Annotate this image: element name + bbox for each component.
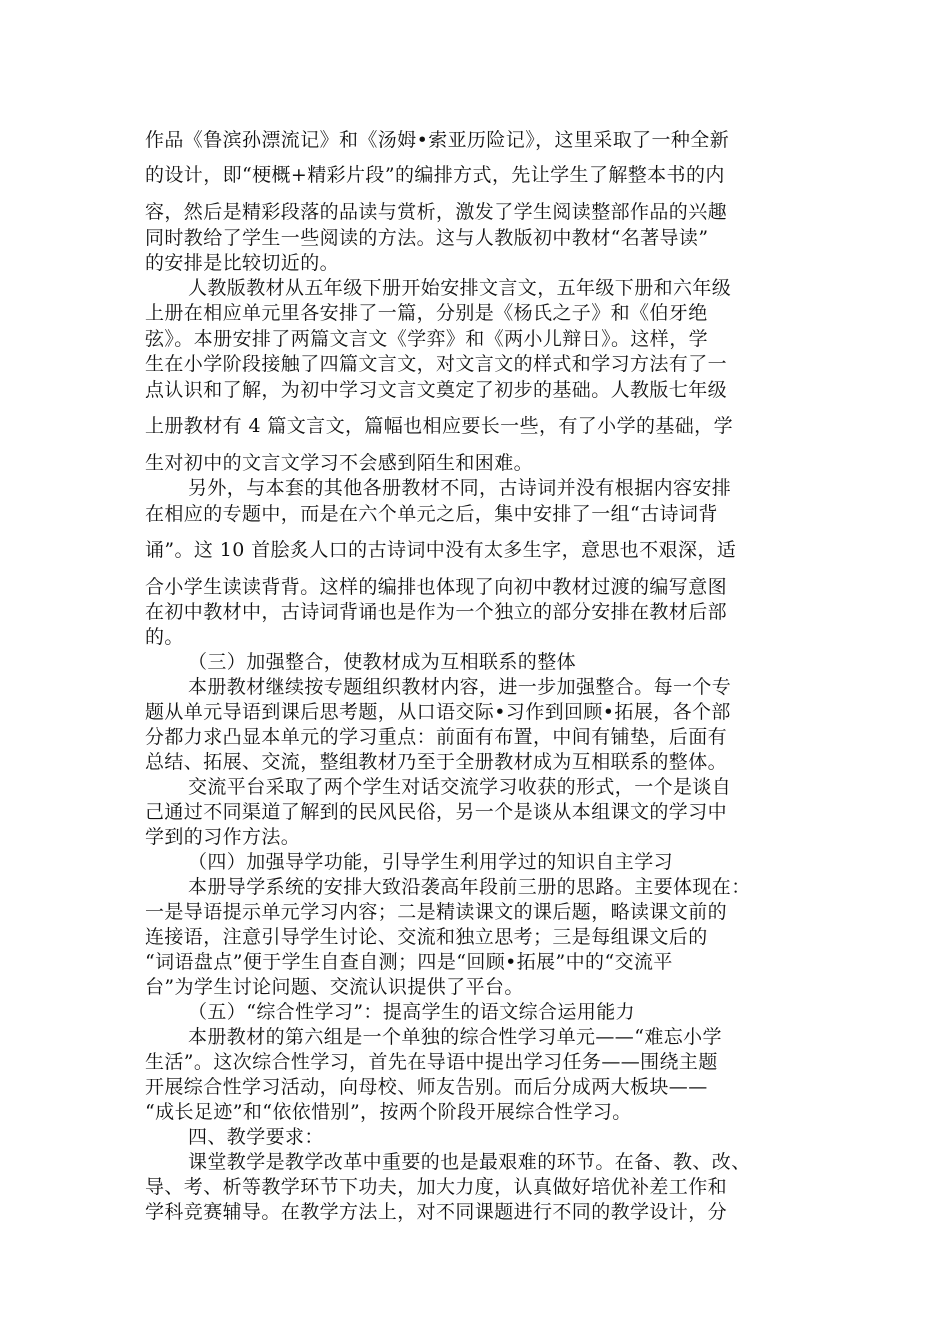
text-line-23: 总结、拓展、交流，整组教材乃至于全册教材成为互相联系的整体。 <box>145 751 728 773</box>
text-line-4: 同时教给了学生一些阅读的方法。这与人教版初中教材“名著导读” <box>145 227 709 249</box>
text-line-18: 的。 <box>145 626 184 648</box>
text-line-12: 生对初中的文言文学习不会感到陌生和困难。 <box>145 452 534 474</box>
text-line-9: 生在小学阶段接触了四篇文言文，对文言文的样式和学习方法有了一 <box>145 353 728 375</box>
section-heading-teaching-requirements: 四、教学要求： <box>188 1126 324 1148</box>
text-line-1: 作品《鲁滨孙漂流记》和《汤姆•索亚历险记》，这里采取了一种全新 <box>145 129 730 151</box>
text-line-17: 在初中教材中，古诗词背诵也是作为一个独立的部分安排在教材后部 <box>145 601 728 623</box>
text-line-35: 生活”。这次综合性学习，首先在导语中提出学习任务——围绕主题 <box>145 1051 718 1073</box>
text-line-26: 学到的习作方法。 <box>145 826 301 848</box>
text-line-5: 的安排是比较切近的。 <box>145 252 340 274</box>
text-line-2: 的设计，即“梗概+精彩片段”的编排方式，先让学生了解整本书的内 <box>145 164 725 186</box>
section-heading-5: （五）“综合性学习”：提高学生的语文综合运用能力 <box>188 1001 636 1023</box>
text-line-22: 分都力求凸显本单元的学习重点：前面有布置，中间有铺垫，后面有 <box>145 726 728 748</box>
text-line-10: 点认识和了解，为初中学习文言文奠定了初步的基础。人教版七年级 <box>145 379 728 401</box>
text-line-41: 学科竞赛辅导。在教学方法上，对不同课题进行不同的教学设计，分 <box>145 1201 728 1223</box>
text-line-16: 合小学生读读背背。这样的编排也体现了向初中教材过渡的编写意图 <box>145 576 728 598</box>
text-line-24: 交流平台采取了两个学生对话交流学习收获的形式，一个是谈自 <box>188 776 732 798</box>
section-heading-4: （四）加强导学功能，引导学生利用学过的知识自主学习 <box>188 851 674 873</box>
text-line-31: “词语盘点”便于学生自查自测；四是“回顾•拓展”中的“交流平 <box>145 951 673 973</box>
text-line-34: 本册教材的第六组是一个单独的综合性学习单元——“难忘小学 <box>188 1026 722 1048</box>
text-line-3: 容，然后是精彩段落的品读与赏析，激发了学生阅读整部作品的兴趣 <box>145 201 728 223</box>
text-line-29: 一是导语提示单元学习内容；二是精读课文的课后题，略读课文前的 <box>145 901 728 923</box>
text-line-39: 课堂教学是教学改革中重要的也是最艰难的环节。在备、教、改、 <box>188 1151 751 1173</box>
text-line-30: 连接语，注意引导学生讨论、交流和独立思考；三是每组课文后的 <box>145 926 708 948</box>
text-line-15: 诵”。这 10 首脍炙人口的古诗词中没有太多生字，意思也不艰深，适 <box>145 539 737 561</box>
text-line-36: 开展综合性学习活动，向母校、师友告别。而后分成两大板块—— <box>145 1076 708 1098</box>
text-line-37: “成长足迹”和“依依惜别”，按两个阶段开展综合性学习。 <box>145 1101 632 1123</box>
text-line-32: 台”为学生讨论问题、交流认识提供了平台。 <box>145 976 524 998</box>
text-line-7: 上册在相应单元里各安排了一篇，分别是《杨氏之子》和《伯牙绝 <box>145 302 708 324</box>
text-line-11: 上册教材有 4 篇文言文，篇幅也相应要长一些，有了小学的基础，学 <box>145 415 733 437</box>
text-line-13: 另外，与本套的其他各册教材不同，古诗词并没有根据内容安排 <box>188 477 732 499</box>
text-line-28: 本册导学系统的安排大致沿袭高年段前三册的思路。主要体现在： <box>188 876 751 898</box>
text-line-6: 人教版教材从五年级下册开始安排文言文，五年级下册和六年级 <box>188 277 732 299</box>
section-heading-3: （三）加强整合，使教材成为互相联系的整体 <box>188 651 577 673</box>
text-line-14: 在相应的专题中，而是在六个单元之后，集中安排了一组“古诗词背 <box>145 503 718 525</box>
text-line-20: 本册教材继续按专题组织教材内容，进一步加强整合。每一个专 <box>188 676 732 698</box>
text-line-25: 己通过不同渠道了解到的民风民俗，另一个是谈从本组课文的学习中 <box>145 801 728 823</box>
text-line-8: 弦》。本册安排了两篇文言文《学弈》和《两小儿辩日》。这样，学 <box>145 328 709 350</box>
text-line-40: 导、考、析等教学环节下功夫，加大力度，认真做好培优补差工作和 <box>145 1176 728 1198</box>
text-line-21: 题从单元导语到课后思考题，从口语交际•习作到回顾•拓展，各个部 <box>145 701 731 723</box>
